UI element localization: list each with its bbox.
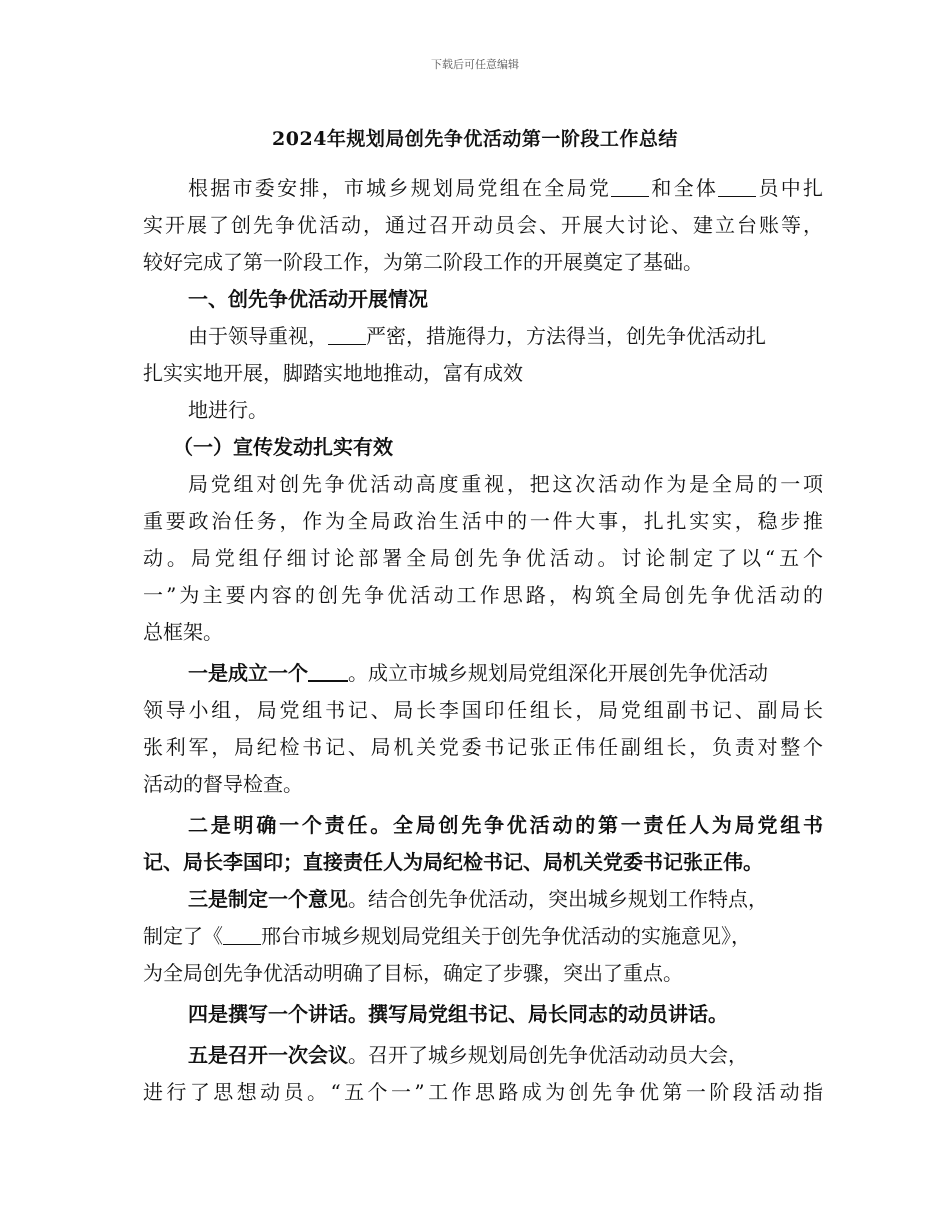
text-line: 扎实实地开展，脚踏实地地推动，富有成效 — [143, 361, 523, 385]
blank-underline — [718, 174, 756, 197]
text-line: 二是明确一个责任。全局创先争优活动的第一责任人为局党组书 — [188, 813, 823, 837]
text-line: 地进行。 — [188, 398, 268, 422]
blank-underline — [328, 322, 366, 345]
paragraph-item-two — [143, 807, 823, 881]
document-title: 2024年规划局创先争优活动第一阶段工作总结 — [272, 128, 678, 150]
text-line: 动。局党组仔细讨论部署全局创先争优活动。讨论制定了以“五个 — [143, 546, 823, 570]
text-line: 一是成立一个 。成立市城乡规划局党组深化开展创先争优活动 — [143, 655, 823, 692]
text-line: 较好完成了第一阶段工作，为第二阶段工作的开展奠定了基础。 — [143, 250, 703, 274]
text-line: 进行了思想动员。“五个一”工作思路成为创先争优第一阶段活动指 — [143, 1080, 823, 1104]
blank-underline — [611, 174, 649, 197]
paragraph-item-four: 四是撰写一个讲话。撰写局党组书记、局长同志的动员讲话。 — [188, 1002, 728, 1026]
document-body — [143, 170, 823, 1111]
text-line: 重要政治任务，作为全局政治生活中的一件大事，扎扎实实，稳步推 — [143, 509, 823, 533]
text-line: 张利军，局纪检书记、局机关党委书记张正伟任副组长，负责对整个 — [143, 735, 823, 759]
paragraph-item-five — [143, 1037, 823, 1111]
text-line: 由于领导重视， 严密，措施得力，方法得当，创先争优活动扎 — [188, 324, 766, 348]
paragraph-intro — [143, 170, 823, 281]
text-line: 为全局创先争优活动明确了目标，确定了步骤，突出了重点。 — [143, 961, 683, 985]
text-line: 局党组对创先争优活动高度重视，把这次活动作为是全局的一项 — [188, 472, 823, 496]
blank-underline — [223, 922, 261, 945]
text-line: 三是制定一个意见。结合创先争优活动，突出城乡规划工作特点， — [188, 887, 768, 911]
section-heading-1: 一、创先争优活动开展情况 — [188, 287, 428, 311]
text-line: 领导小组，局党组书记、局长李国印任组长，局党组副书记、副局长 — [143, 698, 823, 722]
paragraph-item-three — [143, 881, 823, 992]
text-line: 一”为主要内容的创先争优活动工作思路，构筑全局创先争优活动的 — [143, 583, 823, 607]
paragraph-item-one — [143, 655, 823, 803]
paragraph-party-group — [143, 466, 823, 651]
text-line: 记、局长李国印；直接责任人为局纪检书记、局机关党委书记张正伟。 — [143, 850, 763, 874]
blank-underline — [308, 658, 348, 682]
paragraph-overview — [143, 318, 823, 429]
subsection-heading: （一）宣传发动扎实有效 — [173, 435, 393, 459]
text-line: 制定了《 邢台市城乡规划局党组关于创先争优活动的实施意见》， — [143, 924, 751, 948]
text-line: 根据市委安排，市城乡规划局党组在全局党 和全体 员中扎 — [188, 176, 824, 200]
page-header-note: 下载后可任意编辑 — [431, 58, 519, 71]
text-line: 实开展了创先争优活动，通过召开动员会、开展大讨论、建立台账等， — [143, 213, 823, 237]
text-line: 五是召开一次会议。召开了城乡规划局创先争优活动动员大会， — [188, 1043, 748, 1067]
text-line: 活动的督导检查。 — [143, 772, 303, 796]
text-line: 总框架。 — [143, 620, 223, 644]
